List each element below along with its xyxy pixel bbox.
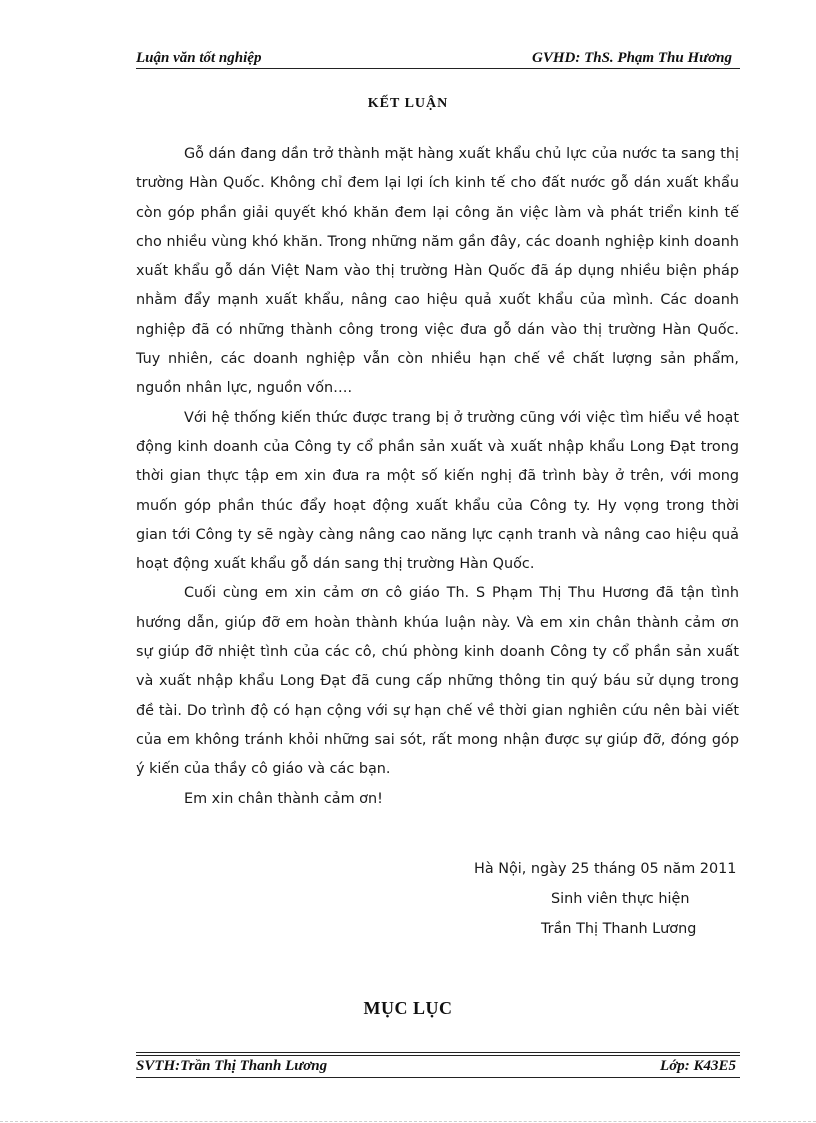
signature-place-date: Hà Nội, ngày 25 tháng 05 năm 2011 <box>474 861 737 877</box>
footer-rule-bottom <box>136 1077 740 1078</box>
header-advisor: GVHD: ThS. Phạm Thu Hương <box>532 50 732 66</box>
conclusion-paragraph-2: Với hệ thống kiến thức được trang bị ở trường cũng với việc tìm hiểu về hoạt động kinh doanh của Công ty cổ phần sản xuất và xuất nhập khẩu Long Đạt trong thời gian thực tập em xin đưa ra một số kiến nghị đã trình bày ở trên, với mong muốn góp phần thúc đẩy hoạt động xuất khẩu của Công ty. Hy vọng trong thời gian tới Công ty sẽ ngày càng nâng cao năng lực cạnh tranh và nâng cao hiệu quả hoạt động xuất khẩu gỗ dán sang thị trường Hàn Quốc. <box>136 409 739 573</box>
footer-student: SVTH:Trần Thị Thanh Lương <box>136 1058 328 1074</box>
signature-name: Trần Thị Thanh Lương <box>541 921 697 937</box>
toc-title: MỤC LỤC <box>363 998 453 1018</box>
footer-rule-top-double <box>136 1055 740 1056</box>
conclusion-paragraph-4: Em xin chân thành cảm ơn! <box>184 790 383 807</box>
conclusion-paragraph-1: Gỗ dán đang dần trở thành mặt hàng xuất khẩu chủ lực của nước ta sang thị trường Hàn Quốc. Không chỉ đem lại lợi ích kinh tế cho đất nước gỗ dán xuất khẩu còn góp phần giải quyết khó khăn đem lại công ăn việc làm và phát triển kinh tế cho nhiều vùng khó khăn. Trong những năm gần đây, các doanh nghiệp kinh doanh xuất khẩu gỗ dán Việt Nam vào thị trường Hàn Quốc đã áp dụng nhiều biện pháp nhằm đẩy mạnh xuất khẩu, nâng cao hiệu quả xuốt khẩu của mình. Các doanh nghiệp đã có những thành công trong việc đưa gỗ dán vào thị trường Hàn Quốc. Tuy nhiên, các doanh nghiệp vẫn còn nhiều hạn chế về chất lượng sản phẩm, nguồn nhân lực, nguồn vốn…. <box>136 146 739 397</box>
conclusion-paragraph-3: Cuối cùng em xin cảm ơn cô giáo Th. S Phạm Thị Thu Hương đã tận tình hướng dẫn, giúp đỡ em hoàn thành khúa luận này. Và em xin chân thành cảm ơn sự giúp đỡ nhiệt tình của các cô, chú phòng kinh doanh Công ty cổ phần sản xuất và xuất nhập khẩu Long Đạt đã cung cấp những thông tin quý báu sử dụng trong đề tài. Do trình độ có hạn cộng với sự hạn chế về thời gian nghiên cứu nên bài viết của em không tránh khỏi những sai sót, rất mong nhận được sự giúp đỡ, đóng góp ý kiến của thầy cô giáo và các bạn. <box>136 585 739 778</box>
header-rule <box>136 68 740 69</box>
footer-class: Lớp: K43E5 <box>660 1058 736 1074</box>
footer-rule-top <box>136 1052 740 1053</box>
page-boundary <box>0 1121 816 1122</box>
conclusion-title: KẾT LUẬN <box>367 96 449 111</box>
header-thesis-label: Luận văn tốt nghiệp <box>136 50 262 66</box>
conclusion-body <box>136 140 739 814</box>
signature-role: Sinh viên thực hiện <box>551 891 690 907</box>
